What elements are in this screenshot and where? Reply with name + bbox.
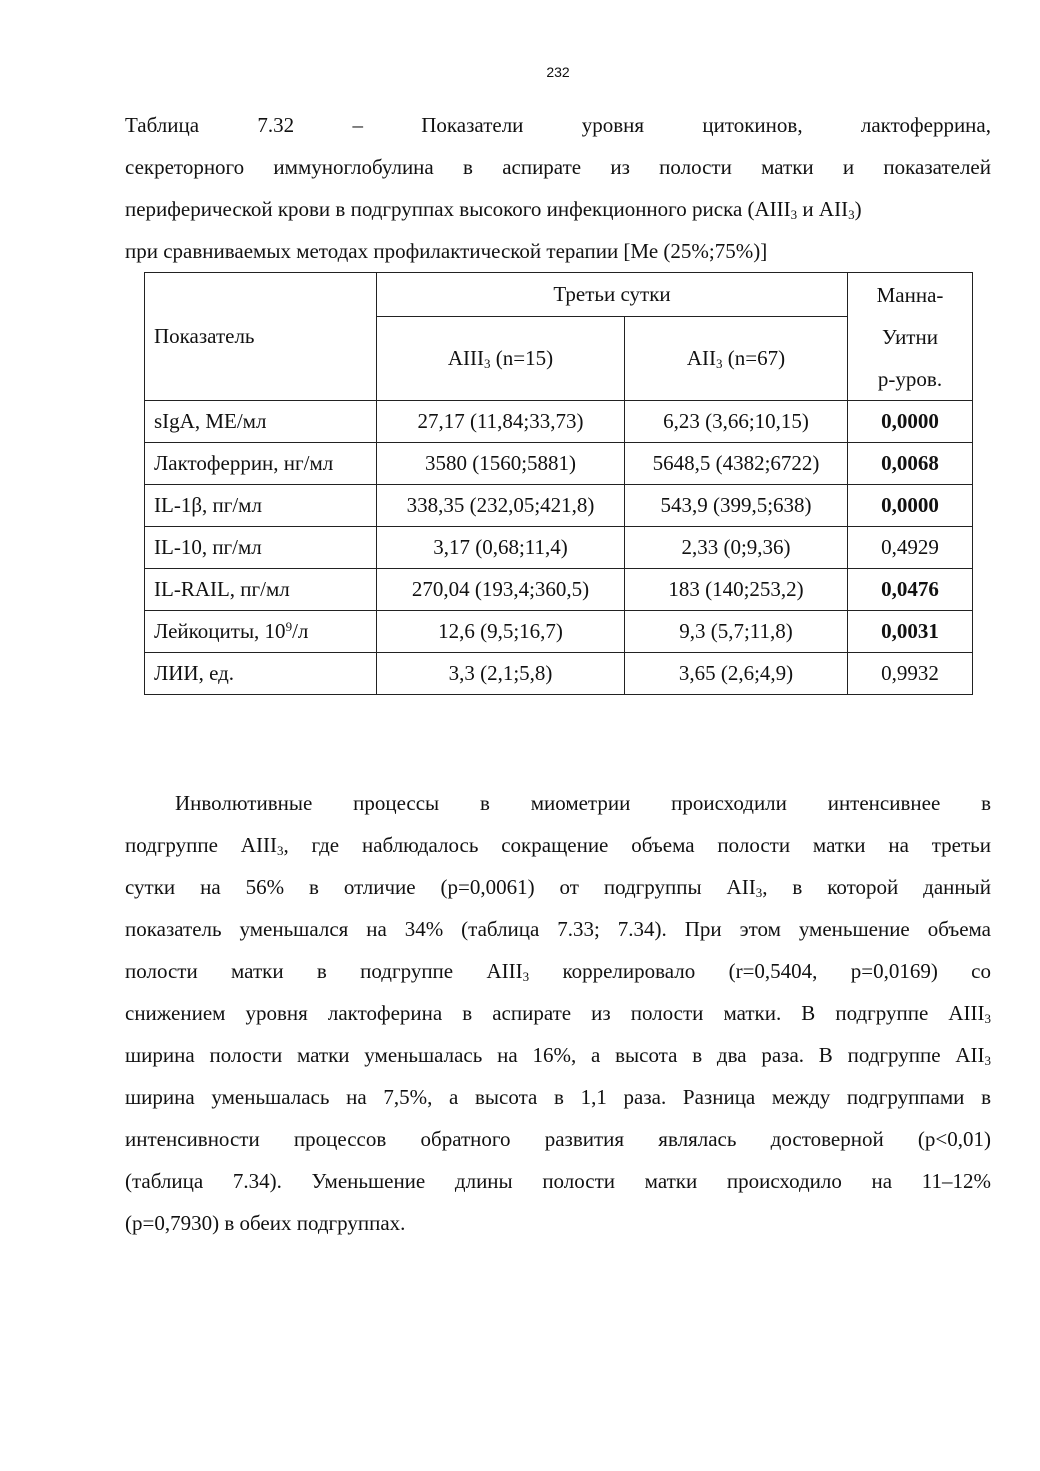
row-indicator: IL-RAIL, пг/мл (145, 569, 377, 611)
paragraph-line: (таблица 7.34). Уменьшение длины полости матки происходило на 11–12% (125, 1169, 991, 1193)
caption-line-2: секреторного иммуноглобулина в аспирате из полости матки и показателей (125, 155, 991, 179)
table-row (145, 401, 973, 443)
caption-line-1: Таблица 7.32 – Показатели уровня цитокинов, лактоферрина, (125, 113, 991, 137)
row-p-value: 0,0068 (848, 443, 973, 485)
row-aii3-value: 183 (140;253,2) (625, 569, 848, 611)
header-aii3: $АII_3$ (n=67) (625, 317, 848, 401)
row-indicator: ЛИИ, ед. (145, 653, 377, 695)
row-indicator: sIgA, МЕ/мл (145, 401, 377, 443)
page-number: 232 (546, 64, 570, 80)
row-aiii3-value: 338,35 (232,05;421,8) (377, 485, 625, 527)
row-aiii3-value: 27,17 (11,84;33,73) (377, 401, 625, 443)
paragraph-line: ширина полости матки уменьшалась на 16%, а высота в два раза. В подгруппе $АII_3$ (125, 1043, 991, 1068)
row-aiii3-value: 12,6 (9,5;16,7) (377, 611, 625, 653)
row-p-value: 0,0031 (848, 611, 973, 653)
paragraph-line: полости матки в подгруппе $АIII_3$ коррелировало (r=0,5404, p=0,0169) со (125, 959, 991, 984)
header-third-day: Третьи сутки (377, 273, 848, 317)
table-row (145, 443, 973, 485)
row-p-value: 0,0000 (848, 401, 973, 443)
row-p-value: 0,0000 (848, 485, 973, 527)
table-row (145, 611, 973, 653)
caption-line-4: при сравниваемых методах профилактической терапии [Ме (25%;75%)] (125, 239, 768, 263)
row-indicator: Лейкоциты, $10^9/л$ (145, 611, 377, 653)
row-aiii3-value: 3,3 (2,1;5,8) (377, 653, 625, 695)
row-aiii3-value: 3,17 (0,68;11,4) (377, 527, 625, 569)
paragraph-line: подгруппе $АIII_3$, где наблюдалось сокращение объема полости матки на третьи (125, 833, 991, 858)
header-aiii3: $АIII_3$ (n=15) (377, 317, 625, 401)
body-paragraph (125, 782, 991, 1244)
header-indicator: Показатель (145, 273, 377, 401)
row-aiii3-value: 270,04 (193,4;360,5) (377, 569, 625, 611)
data-table (144, 272, 973, 695)
row-p-value: 0,9932 (848, 653, 973, 695)
row-indicator: Лактоферрин, нг/мл (145, 443, 377, 485)
paragraph-line: показатель уменьшался на 34% (таблица 7.33; 7.34). При этом уменьшение объема (125, 917, 991, 941)
row-aii3-value: 5648,5 (4382;6722) (625, 443, 848, 485)
row-aii3-value: 6,23 (3,66;10,15) (625, 401, 848, 443)
row-p-value: 0,4929 (848, 527, 973, 569)
row-aiii3-value: 3580 (1560;5881) (377, 443, 625, 485)
header-mann-whitney: Манна- Уитни р-уров. (848, 273, 973, 401)
paragraph-line: (р=0,7930) в обеих подгруппах. (125, 1211, 406, 1235)
caption-line-3: периферической крови в подгруппах высокого инфекционного риска ($АIII_3$ и $АII_3$) (125, 197, 862, 222)
paragraph-line: сутки на 56% в отличие (р=0,0061) от подгруппы $АII_3$, в которой данный (125, 875, 992, 900)
row-indicator: IL-10, пг/мл (145, 527, 377, 569)
row-aii3-value: 2,33 (0;9,36) (625, 527, 848, 569)
table-row (145, 653, 973, 695)
row-indicator: IL-1β, пг/мл (145, 485, 377, 527)
row-aii3-value: 9,3 (5,7;11,8) (625, 611, 848, 653)
row-aii3-value: 3,65 (2,6;4,9) (625, 653, 848, 695)
row-p-value: 0,0476 (848, 569, 973, 611)
paragraph-line: ширина уменьшалась на 7,5%, а высота в 1,1 раза. Разница между подгруппами в (125, 1085, 991, 1109)
table-row (145, 527, 973, 569)
paragraph-line: интенсивности процессов обратного развития являлась достоверной (р<0,01) (125, 1127, 991, 1151)
table-caption (125, 104, 991, 272)
paragraph-line: Инволютивные процессы в миометрии происходили интенсивнее в (175, 791, 991, 815)
table-row (145, 485, 973, 527)
row-aii3-value: 543,9 (399,5;638) (625, 485, 848, 527)
paragraph-line: снижением уровня лактоферина в аспирате из полости матки. В подгруппе $АIII_3$ (125, 1001, 991, 1026)
table-row (145, 569, 973, 611)
